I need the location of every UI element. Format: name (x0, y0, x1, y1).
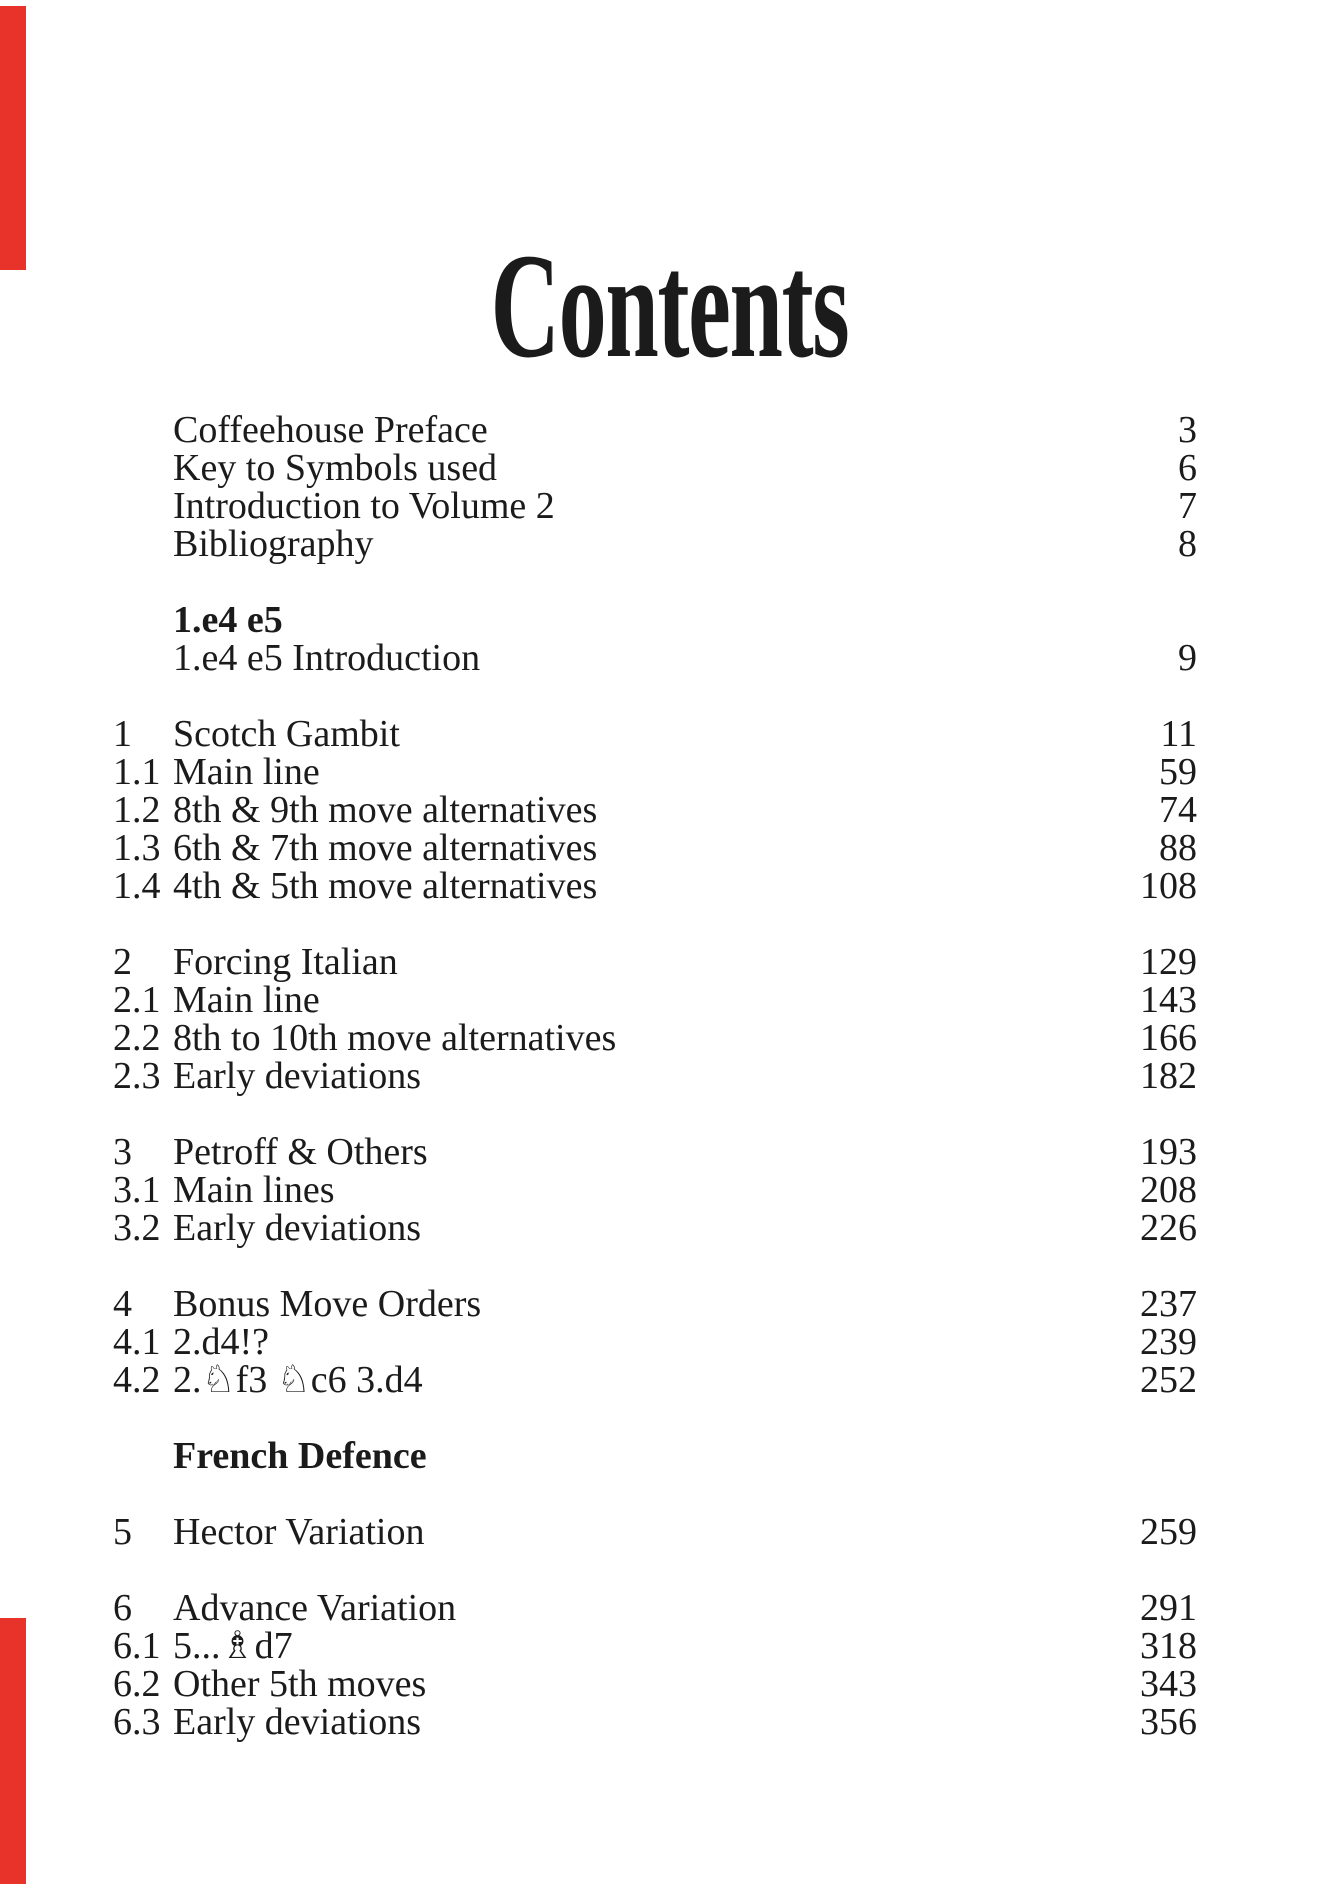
toc-block-chapter-4-bonus-move-orders (113, 1285, 1197, 1399)
toc-entry-title: Petroff & Others (173, 1131, 428, 1173)
toc-block-section-french-defence (113, 1437, 1197, 1475)
toc-entry-page-number: 208 (1140, 1169, 1197, 1211)
toc-entry-title: 2.d4!? (173, 1321, 270, 1363)
toc-entry-page-number: 74 (1159, 789, 1197, 831)
toc-entry[interactable] (113, 1627, 1197, 1665)
toc-entry-page-number: 11 (1160, 713, 1197, 755)
toc-entry-number: 4 (113, 1283, 132, 1325)
toc-block-front-matter (113, 411, 1197, 563)
toc-entry-title: Bibliography (173, 523, 374, 565)
toc-entry-title: Bonus Move Orders (173, 1283, 482, 1325)
toc-entry-number: 1 (113, 713, 132, 755)
toc-entry-number: 3.2 (113, 1207, 161, 1249)
toc-entry-title: Advance Variation (173, 1587, 457, 1629)
toc-entry-title: Key to Symbols used (173, 447, 498, 489)
toc-entry-page-number: 239 (1140, 1321, 1197, 1363)
toc-entry-title: 8th & 9th move alternatives (173, 789, 598, 831)
toc-entry-number: 3.1 (113, 1169, 161, 1211)
toc-entry-number: 1.3 (113, 827, 161, 869)
toc-entry-title: Early deviations (173, 1207, 421, 1249)
toc-entry-page-number: 356 (1140, 1701, 1197, 1743)
toc-entry-title: 5...♗d7 (173, 1625, 293, 1667)
toc-entry[interactable] (113, 1171, 1197, 1209)
table-of-contents (113, 411, 1197, 1741)
toc-entry-page-number: 129 (1140, 941, 1197, 983)
toc-entry[interactable] (113, 1133, 1197, 1171)
toc-entry[interactable] (113, 867, 1197, 905)
toc-entry-number: 3 (113, 1131, 132, 1173)
toc-entry-title: Forcing Italian (173, 941, 398, 983)
toc-entry-number: 6.3 (113, 1701, 161, 1743)
toc-entry-number: 2.2 (113, 1017, 161, 1059)
toc-entry-page-number: 291 (1140, 1587, 1197, 1629)
toc-entry[interactable] (113, 525, 1197, 563)
toc-entry[interactable] (113, 829, 1197, 867)
toc-entry-page-number: 59 (1159, 751, 1197, 793)
toc-entry-title: Coffeehouse Preface (173, 409, 488, 451)
toc-entry-number: 1.4 (113, 865, 161, 907)
toc-entry-number: 6 (113, 1587, 132, 1629)
toc-entry[interactable] (113, 411, 1197, 449)
toc-entry-title: Main line (173, 979, 320, 1021)
toc-section-header-section-french-defence: French Defence (173, 1435, 427, 1477)
toc-entry-title: 1.e4 e5 Introduction (173, 637, 481, 679)
toc-entry-page-number: 343 (1140, 1663, 1197, 1705)
toc-entry-page-number: 6 (1178, 447, 1197, 489)
toc-entry-page-number: 108 (1140, 865, 1197, 907)
toc-entry-page-number: 88 (1159, 827, 1197, 869)
toc-entry-title: 4th & 5th move alternatives (173, 865, 598, 907)
toc-entry-page-number: 8 (1178, 523, 1197, 565)
toc-entry[interactable] (113, 639, 1197, 677)
toc-entry-number: 4.1 (113, 1321, 161, 1363)
toc-entry-number: 1.1 (113, 751, 161, 793)
toc-entry[interactable] (113, 1019, 1197, 1057)
toc-entry[interactable] (113, 943, 1197, 981)
toc-entry[interactable] (113, 1703, 1197, 1741)
toc-entry-page-number: 318 (1140, 1625, 1197, 1667)
toc-entry[interactable] (113, 715, 1197, 753)
toc-entry-title: Hector Variation (173, 1511, 425, 1553)
toc-block-chapter-1-scotch-gambit (113, 715, 1197, 905)
toc-entry[interactable] (113, 1513, 1197, 1551)
toc-entry[interactable] (113, 1323, 1197, 1361)
toc-entry-page-number: 7 (1178, 485, 1197, 527)
toc-entry-title: 8th to 10th move alternatives (173, 1017, 617, 1059)
toc-entry-title: Early deviations (173, 1055, 421, 1097)
toc-entry-title: Introduction to Volume 2 (173, 485, 555, 527)
toc-block-chapter-3-petroff-and-others (113, 1133, 1197, 1247)
toc-entry[interactable] (113, 449, 1197, 487)
toc-entry-title: Other 5th moves (173, 1663, 427, 1705)
page-title: Contents (490, 222, 849, 389)
toc-section-header-section-1e4-e5: 1.e4 e5 (173, 599, 283, 641)
toc-entry-page-number: 226 (1140, 1207, 1197, 1249)
toc-entry-number: 2.3 (113, 1055, 161, 1097)
toc-entry-number: 6.1 (113, 1625, 161, 1667)
toc-entry-page-number: 182 (1140, 1055, 1197, 1097)
toc-entry[interactable] (113, 981, 1197, 1019)
toc-block-chapter-6-advance-variation (113, 1589, 1197, 1741)
toc-entry-page-number: 166 (1140, 1017, 1197, 1059)
toc-entry-number: 1.2 (113, 789, 161, 831)
toc-entry[interactable] (113, 1209, 1197, 1247)
toc-entry[interactable] (113, 1589, 1197, 1627)
toc-entry-title: 2.♘f3 ♘c6 3.d4 (173, 1359, 423, 1401)
toc-entry-page-number: 252 (1140, 1359, 1197, 1401)
toc-entry[interactable] (113, 1285, 1197, 1323)
toc-entry-number: 6.2 (113, 1663, 161, 1705)
toc-entry-number: 5 (113, 1511, 132, 1553)
toc-entry-page-number: 143 (1140, 979, 1197, 1021)
toc-entry-page-number: 259 (1140, 1511, 1197, 1553)
toc-entry-number: 4.2 (113, 1359, 161, 1401)
toc-entry-number: 2.1 (113, 979, 161, 1021)
toc-block-section-1e4-e5 (113, 601, 1197, 677)
toc-entry-title: Scotch Gambit (173, 713, 400, 755)
toc-entry-page-number: 3 (1178, 409, 1197, 451)
toc-entry-page-number: 193 (1140, 1131, 1197, 1173)
toc-entry-number: 2 (113, 941, 132, 983)
toc-entry[interactable] (113, 1361, 1197, 1399)
toc-block-chapter-5-hector-variation (113, 1513, 1197, 1551)
toc-entry[interactable] (113, 1665, 1197, 1703)
toc-entry-title: Early deviations (173, 1701, 421, 1743)
toc-entry-title: Main lines (173, 1169, 335, 1211)
toc-entry[interactable] (113, 1057, 1197, 1095)
toc-entry-page-number: 9 (1178, 637, 1197, 679)
toc-entry-title: Main line (173, 751, 320, 793)
toc-entry[interactable] (113, 791, 1197, 829)
toc-entry-page-number: 237 (1140, 1283, 1197, 1325)
toc-entry[interactable] (113, 487, 1197, 525)
toc-entry[interactable] (113, 753, 1197, 791)
toc-block-chapter-2-forcing-italian (113, 943, 1197, 1095)
page-edge-red-mark-bottom (0, 1618, 26, 1884)
toc-entry-title: 6th & 7th move alternatives (173, 827, 598, 869)
